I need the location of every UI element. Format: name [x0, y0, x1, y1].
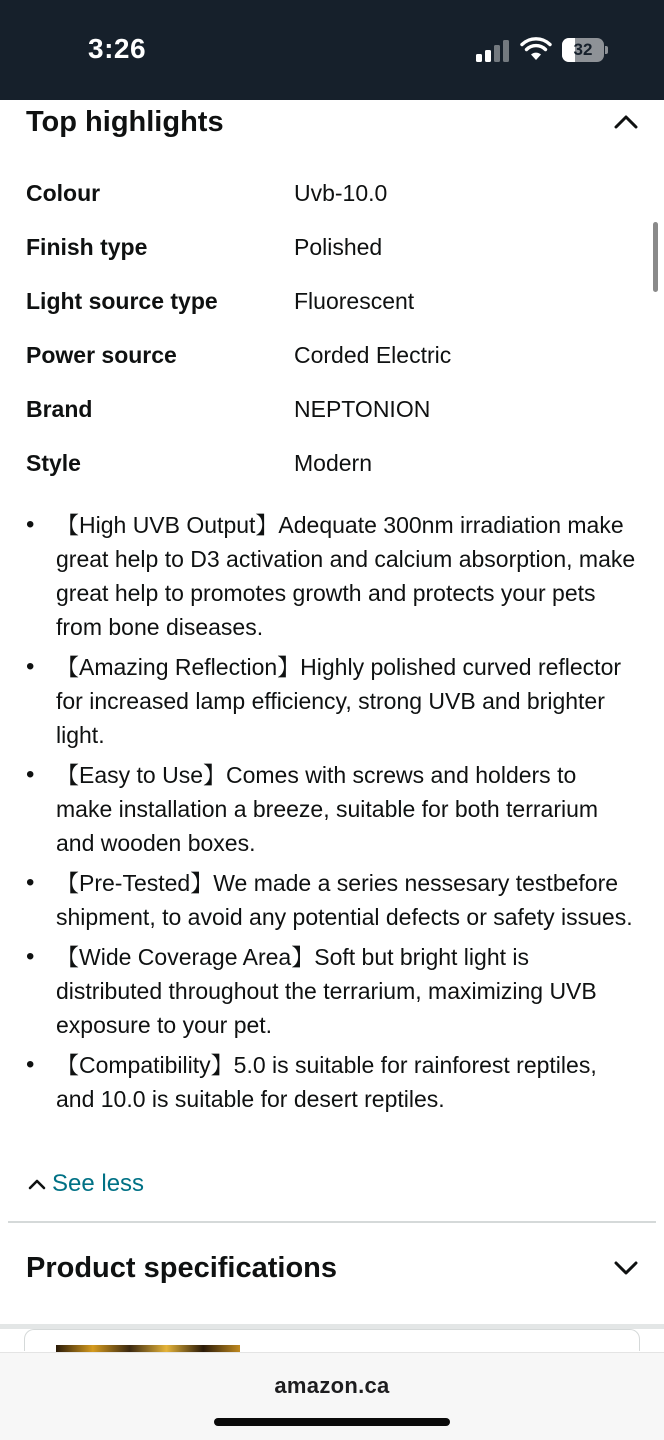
- feature-bullet: • 【Pre-Tested】We made a series nessesary testbefore shipment, to avoid any potential defects or safety issues.: [26, 866, 638, 934]
- feature-bullet: • 【Amazing Reflection】Highly polished curved reflector for increased lamp efficiency, strong UVB and brighter light.: [26, 650, 638, 752]
- attribute-label: Finish type: [26, 234, 148, 260]
- scroll-indicator: [653, 222, 658, 292]
- feature-bullet: • 【Compatibility】5.0 is suitable for rainforest reptiles, and 10.0 is suitable for desert reptiles.: [26, 1048, 638, 1116]
- attribute-value: Uvb-10.0: [294, 180, 388, 206]
- attribute-row: [26, 180, 646, 220]
- attribute-row: [26, 396, 646, 436]
- see-less-label: See less: [52, 1170, 145, 1197]
- attribute-label: Power source: [26, 342, 177, 368]
- status-time: 3:26: [88, 33, 147, 64]
- attribute-value: Modern: [294, 450, 372, 476]
- attribute-value: Polished: [294, 234, 383, 260]
- feature-bullet: • 【Easy to Use】Comes with screws and holders to make installation a breeze, suitable for both terrarium and wooden boxes.: [26, 758, 638, 860]
- url-text: amazon.ca: [274, 1373, 390, 1398]
- attribute-label: Light source type: [26, 288, 218, 314]
- feature-bullets: [26, 508, 638, 1122]
- browser-url-bar[interactable]: [0, 1352, 664, 1440]
- home-indicator[interactable]: [214, 1418, 450, 1426]
- feature-bullet: • 【Wide Coverage Area】Soft but bright light is distributed throughout the terrarium, maximizing UVB exposure to your pet.: [26, 940, 638, 1042]
- attribute-row: [26, 342, 646, 382]
- attribute-row: [26, 450, 646, 490]
- section-divider: [8, 1221, 656, 1223]
- top-highlights-title: Top highlights: [26, 106, 224, 138]
- attribute-value: Corded Electric: [294, 342, 452, 368]
- attribute-row: [26, 288, 646, 328]
- wifi-icon: [520, 36, 552, 62]
- see-less-link[interactable]: [26, 1168, 144, 1200]
- battery-icon: [562, 38, 608, 62]
- product-specifications-title: Product specifications: [26, 1252, 338, 1284]
- attribute-label: Style: [26, 450, 81, 476]
- chevron-up-icon: [26, 1173, 48, 1195]
- attribute-row: [26, 234, 646, 274]
- attribute-label: Colour: [26, 180, 101, 206]
- chevron-down-icon[interactable]: [612, 1254, 640, 1282]
- cellular-signal-icon: [476, 40, 510, 62]
- attribute-value: NEPTONION: [294, 396, 431, 422]
- attribute-value: Fluorescent: [294, 288, 415, 314]
- battery-level: 32: [573, 40, 593, 59]
- chevron-up-icon[interactable]: [612, 108, 640, 136]
- attribute-label: Brand: [26, 396, 93, 422]
- status-bar: [0, 0, 664, 100]
- feature-bullet: • 【High UVB Output】Adequate 300nm irradiation make great help to D3 activation and calcium absorption, make great help to promotes growth and protects your pets from bone diseases.: [26, 508, 638, 644]
